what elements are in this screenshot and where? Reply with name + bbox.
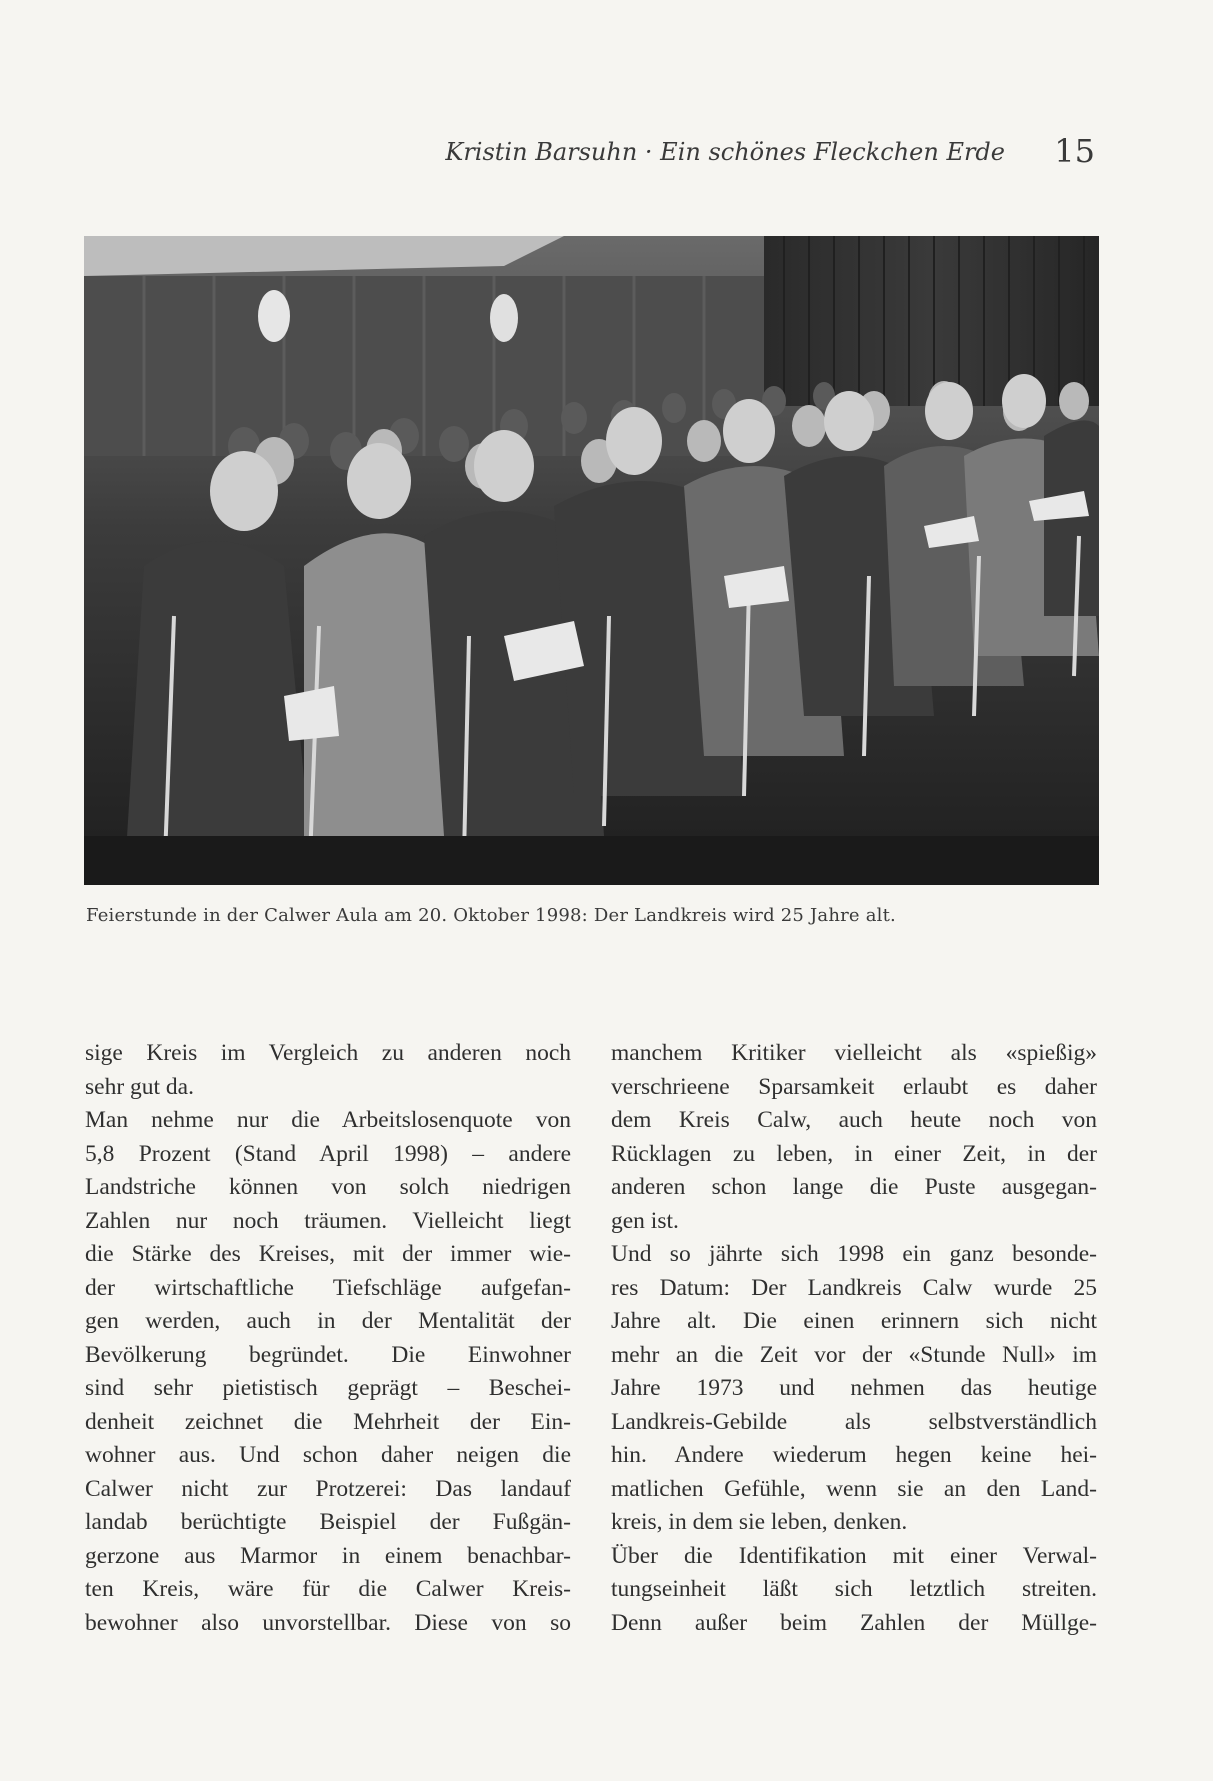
running-head: [80, 134, 1095, 174]
text-line: Jahre 1973 und nehmen das heutige: [611, 1375, 1097, 1401]
audience-photo: [84, 236, 1099, 885]
text-line: Rücklagen zu leben, in einer Zeit, in der: [611, 1140, 1097, 1167]
text-line: wohner aus. Und schon daher neigen die: [85, 1442, 571, 1468]
text-column-left: [85, 1037, 571, 1640]
text-line: die Stärke des Kreises, mit der immer wie-: [85, 1241, 571, 1267]
text-line: verschrieene Sparsamkeit erlaubt es daher: [611, 1073, 1097, 1100]
text-line: gen ist.: [611, 1207, 679, 1234]
text-line: Man nehme nur die Arbeitslosenquote von: [85, 1107, 571, 1133]
text-line: hin. Andere wiederum hegen keine hei-: [611, 1442, 1097, 1468]
text-line: landab berüchtigte Beispiel der Fußgän-: [85, 1509, 571, 1535]
text-line: sige Kreis im Vergleich zu anderen noch: [85, 1040, 571, 1066]
text-line: tungseinheit läßt sich letztlich streiten.: [611, 1576, 1097, 1602]
text-line: mehr an die Zeit vor der «Stunde Null» im: [611, 1341, 1097, 1368]
text-line: denheit zeichnet die Mehrheit der Ein-: [85, 1408, 571, 1435]
page-number: 15: [1054, 132, 1095, 170]
text-line: sehr gut da.: [85, 1073, 194, 1100]
figure-caption: Feierstunde in der Calwer Aula am 20. Oktober 1998: Der Landkreis wird 25 Jahre alt.: [86, 905, 896, 926]
text-line: res Datum: Der Landkreis Calw wurde 25: [611, 1274, 1097, 1301]
text-line: manchem Kritiker vielleicht als «spießig»: [611, 1040, 1097, 1066]
text-line: sind sehr pietistisch geprägt – Beschei-: [85, 1375, 571, 1401]
text-line: Landstriche können von solch niedrigen: [85, 1174, 571, 1200]
text-line: bewohner also unvorstellbar. Diese von so: [85, 1609, 571, 1636]
text-line: Zahlen nur noch träumen. Vielleicht liegt: [85, 1207, 571, 1234]
text-line: der wirtschaftliche Tiefschläge aufgefan-: [85, 1274, 571, 1301]
text-line: Calwer nicht zur Protzerei: Das landauf: [85, 1475, 571, 1502]
text-line: Über die Identifikation mit einer Verwal-: [611, 1542, 1097, 1569]
text-line: Denn außer beim Zahlen der Müllge-: [611, 1609, 1097, 1636]
running-title: Kristin Barsuhn · Ein schönes Fleckchen Erde: [445, 138, 1005, 166]
text-line: Landkreis-Gebilde als selbstverständlich: [611, 1408, 1097, 1435]
text-line: anderen schon lange die Puste ausgegan-: [611, 1174, 1097, 1200]
text-line: ten Kreis, wäre für die Calwer Kreis-: [85, 1576, 571, 1602]
text-line: Und so jährte sich 1998 ein ganz besonde-: [611, 1241, 1097, 1267]
text-line: Bevölkerung begründet. Die Einwohner: [85, 1341, 571, 1368]
text-line: matlichen Gefühle, wenn sie an den Land-: [611, 1475, 1097, 1502]
text-line: Jahre alt. Die einen erinnern sich nicht: [611, 1308, 1097, 1334]
text-line: gen werden, auch in der Mentalität der: [85, 1308, 571, 1334]
text-line: 5,8 Prozent (Stand April 1998) – andere: [85, 1140, 571, 1167]
audience-photo-illustration: [84, 236, 1099, 885]
text-column-right: [611, 1037, 1097, 1640]
text-line: kreis, in dem sie leben, denken.: [611, 1509, 908, 1535]
text-line: dem Kreis Calw, auch heute noch von: [611, 1107, 1097, 1133]
text-line: gerzone aus Marmor in einem benachbar-: [85, 1542, 571, 1569]
